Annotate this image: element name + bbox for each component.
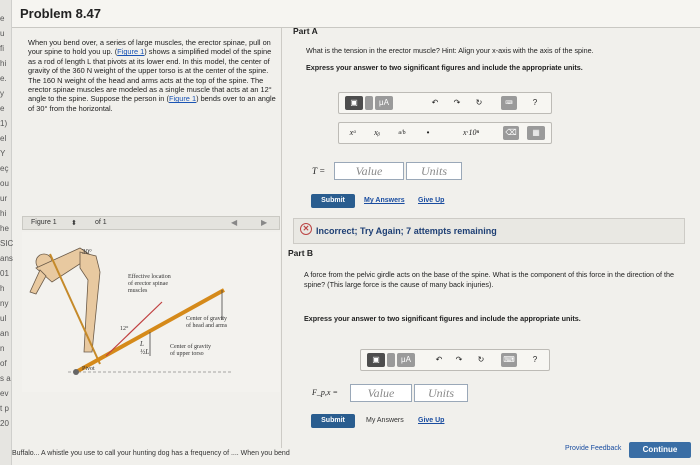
figure-link[interactable]: Figure 1 [117, 47, 145, 57]
background-edge-text: ou [0, 179, 9, 188]
background-edge-text: y [0, 89, 4, 98]
fraction-button[interactable]: a/b [398, 130, 406, 136]
figure-navigator [22, 216, 280, 230]
figure-select-icon[interactable]: ⬍ [71, 220, 77, 227]
background-edge-text: hi [0, 59, 7, 68]
background-edge-text: an [0, 329, 9, 338]
b-undo-icon[interactable]: ↶ [435, 355, 443, 364]
muscle-label-3: muscles [128, 288, 148, 294]
part-a-my-answers-link[interactable]: My Answers [364, 197, 405, 204]
figure-count: of 1 [95, 219, 107, 226]
superscript-button[interactable]: xᵃ [349, 128, 357, 137]
pivot-label: Pivot [82, 366, 95, 372]
background-edge-text: u [0, 29, 5, 38]
background-edge-text: he [0, 224, 9, 233]
figure-label: Figure 1 [31, 219, 57, 226]
reset-icon[interactable]: ↻ [475, 98, 483, 107]
part-b-toolbar [360, 349, 550, 371]
part-a-toolbar-1 [338, 92, 552, 114]
background-edge-text: SIC [0, 239, 14, 248]
undo-icon[interactable]: ↶ [431, 98, 439, 107]
part-b-units-input[interactable]: Units [414, 384, 468, 402]
torso-label-2: of upper torso [170, 351, 204, 357]
feedback-text: Incorrect; Try Again; 7 attempts remaining [316, 226, 497, 236]
part-b-give-up-link[interactable]: Give Up [418, 417, 445, 424]
subscript-button[interactable]: xᵦ [374, 128, 380, 137]
delete-icon[interactable]: ⌫ [503, 126, 519, 140]
half-length-label: ½L [140, 348, 150, 356]
torso-label-1: Center of gravity [170, 344, 211, 350]
muscle-label-2: of erector spinae [128, 281, 168, 287]
part-a-units-input[interactable]: Units [406, 162, 462, 180]
background-edge-text: ul [0, 314, 7, 323]
background-edge-text: e [0, 104, 5, 113]
arm-shape [30, 270, 46, 294]
background-edge-text: eç [0, 164, 9, 173]
units-button[interactable]: μA [375, 96, 393, 110]
redo-icon[interactable]: ↷ [453, 98, 461, 107]
length-label: L [140, 340, 144, 348]
part-b-my-answers-link[interactable]: My Answers [366, 417, 404, 424]
angle-12-label: 12° [120, 326, 129, 332]
background-page-text: Buffalo... A whistle you use to call your hunting dog has a frequency of .... When you bend [12, 450, 290, 457]
spine-figure [22, 232, 280, 392]
background-edge-text: ev [0, 389, 9, 398]
background-window-edge [0, 0, 12, 465]
part-b-submit-button[interactable]: Submit [311, 414, 355, 428]
spine-diagram [22, 232, 280, 392]
part-a-question: What is the tension in the erector muscle? Hint: Align your x-axis with the axis of the spine. [306, 46, 594, 55]
b-template-icon[interactable]: ▣ [367, 353, 385, 367]
continue-button[interactable]: Continue [629, 442, 691, 458]
part-a-variable: T = [312, 166, 326, 176]
background-edge-text: el [0, 134, 7, 143]
background-edge-text: s a [0, 374, 11, 383]
background-edge-text: of [0, 359, 7, 368]
problem-text-1: When you bend over, a series of large muscles, the erector spinae, pull on your spine to hold you up. ( [28, 38, 271, 57]
part-b-instruction: Express your answer to two significant figures and include the appropriate units. [304, 314, 581, 323]
model-rod [76, 290, 224, 372]
background-edge-text: Y [0, 149, 6, 158]
background-edge-text: t p [0, 404, 9, 413]
background-edge-text: fi [0, 44, 4, 53]
b-units-button[interactable]: μA [397, 353, 415, 367]
head-label-1: Center of gravity [186, 316, 227, 322]
feedback-panel [293, 218, 685, 244]
background-edge-text: ur [0, 194, 8, 203]
muscle-label-1: Effective location [128, 274, 171, 280]
head-label-2: of head and arms [186, 323, 228, 329]
part-a-title: Part A [293, 26, 318, 36]
prev-figure-icon[interactable]: ◀ [231, 218, 238, 227]
background-edge-text: ny [0, 299, 9, 308]
sci-notation-button[interactable]: x·10ⁿ [462, 128, 480, 137]
background-edge-text: n [0, 344, 5, 353]
problem-title: Problem 8.47 [20, 6, 101, 21]
part-b-title: Part B [288, 248, 314, 258]
dot-button[interactable]: • [426, 128, 430, 137]
panel-divider [281, 28, 282, 448]
help-icon[interactable]: ? [532, 98, 538, 107]
part-a-value-input[interactable]: Value [334, 162, 404, 180]
b-keyboard-icon[interactable]: ⌨ [501, 353, 517, 367]
b-template-select-icon[interactable] [387, 353, 395, 367]
next-figure-icon[interactable]: ▶ [261, 218, 268, 227]
part-a-give-up-link[interactable]: Give Up [418, 197, 445, 204]
pivot-point [73, 369, 79, 375]
problem-statement [22, 38, 277, 113]
template-select-icon[interactable] [365, 96, 373, 110]
background-edge-text: e. [0, 74, 7, 83]
background-edge-text: hi [0, 209, 7, 218]
b-reset-icon[interactable]: ↻ [477, 355, 485, 364]
part-a-toolbar-2 [338, 122, 552, 144]
background-edge-text: 01 [0, 269, 9, 278]
b-redo-icon[interactable]: ↷ [455, 355, 463, 364]
part-b-value-input[interactable]: Value [350, 384, 412, 402]
leg-shape [80, 252, 100, 352]
background-edge-text: e [0, 14, 5, 23]
incorrect-icon: ✕ [300, 223, 312, 235]
part-a-instruction: Express your answer to two significant figures and include the appropriate units. [306, 63, 583, 72]
background-edge-text: 1) [0, 119, 8, 128]
problem-text-3: ) bends over to an angle of 30° from the horizontal. [28, 94, 276, 113]
provide-feedback-link[interactable]: Provide Feedback [565, 445, 622, 452]
keypad-icon[interactable]: ▦ [527, 126, 545, 140]
part-b-variable: F_p,x = [312, 388, 338, 397]
template-icon[interactable]: ▣ [345, 96, 363, 110]
b-help-icon[interactable]: ? [532, 355, 538, 364]
problem-header [12, 0, 700, 28]
part-a-submit-button[interactable]: Submit [311, 194, 355, 208]
background-edge-text: h [0, 284, 5, 293]
figure-link-2[interactable]: Figure 1 [168, 94, 197, 104]
angle-30-label: 30° [82, 248, 92, 256]
part-b-question: A force from the pelvic girdle acts on the base of the spine. What is the component of this force in the direction of the spine? (This large force is the cause of many back injuries). [304, 270, 674, 289]
keyboard-icon[interactable]: ⌨ [501, 96, 517, 110]
problem-text-2: ) shows a simplified model of the spine as a rod of length L that pivots at its lower end. In this model, the center of gravity of the 360 N weight of the upper torso is at the center of the spine. The 160 N weight of the head and arms acts at the top of the spine. The erector spinae muscles are modeled as a single muscle that acts at an 12° angle to the spine. Suppose the person in ( [28, 47, 272, 104]
background-edge-text: 20 [0, 419, 9, 428]
background-edge-text: ans [0, 254, 13, 263]
